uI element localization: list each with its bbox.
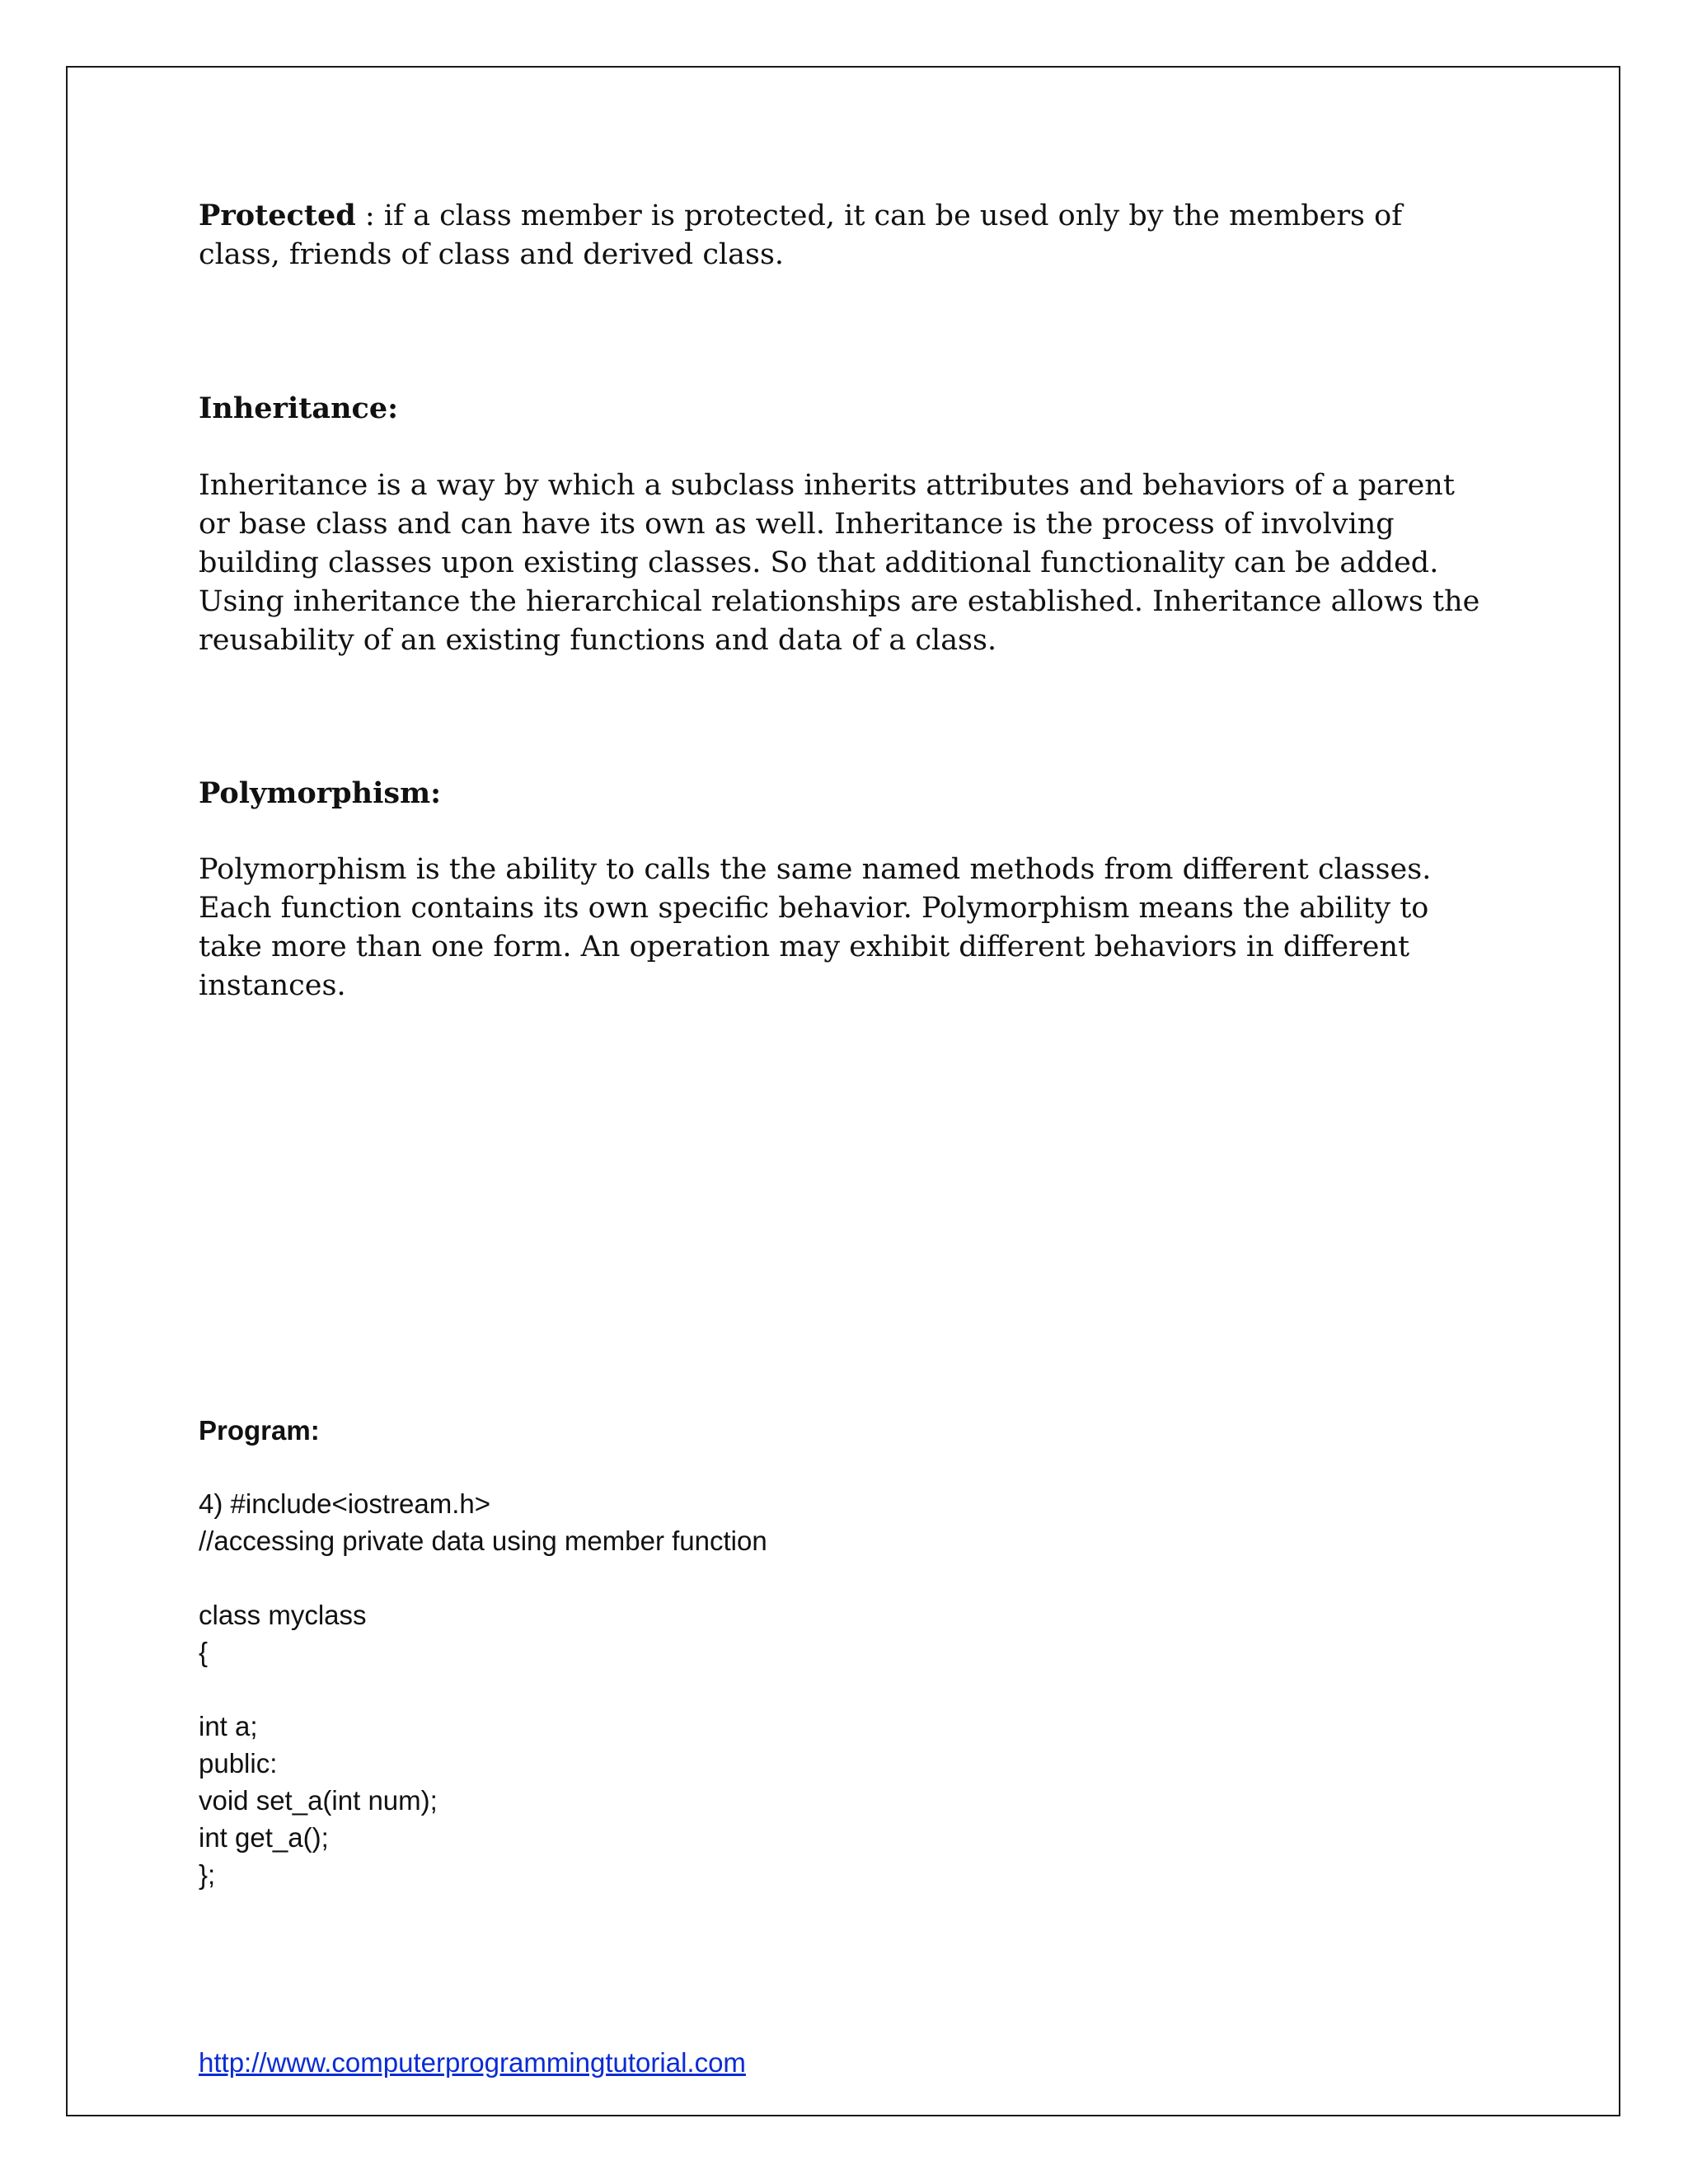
code-line: 4) #include<iostream.h> [199,1488,491,1519]
code-line: }; [199,1859,216,1890]
footer-link[interactable]: http://www.computerprogrammingtutorial.com [199,2047,746,2078]
code-line: int get_a(); [199,1822,329,1853]
inheritance-body: Inheritance is a way by which a subclass inherits attributes and behaviors of a parent or base class and can have its own as well. Inheritance is the process of involving building classes upon existing classes. So that additional functionality can be added. Using inheritance the hierarchical relationships are established. Inheritance allows the reusability of an existing functions and data of a class. [199,469,1480,657]
protected-text: : if a class member is protected, it can be used only by the members of class, friends of class and derived class. [199,199,1403,271]
code-line: int a; [199,1711,258,1741]
polymorphism-heading: Polymorphism: [199,776,442,810]
protected-term: Protected [199,199,356,232]
code-line: public: [199,1748,278,1779]
protected-paragraph [199,196,1484,274]
polymorphism-body: Polymorphism is the ability to calls the same named methods from different classes. Each function contains its own specific behavior. Polymorphism means the ability to take more than one form. An operation may exhibit different behaviors in different instances. [199,853,1432,1002]
code-line: { [199,1637,209,1667]
code-line [199,1559,1484,1596]
footer [199,2044,1484,2081]
code-line [199,1671,1484,1708]
code-line: class myclass [199,1600,367,1630]
code-line: void set_a(int num); [199,1785,438,1816]
program-code [199,1485,1484,1893]
inheritance-heading: Inheritance: [199,391,399,425]
program-heading: Program: [199,1415,320,1446]
code-line: //accessing private data using member function [199,1526,767,1556]
